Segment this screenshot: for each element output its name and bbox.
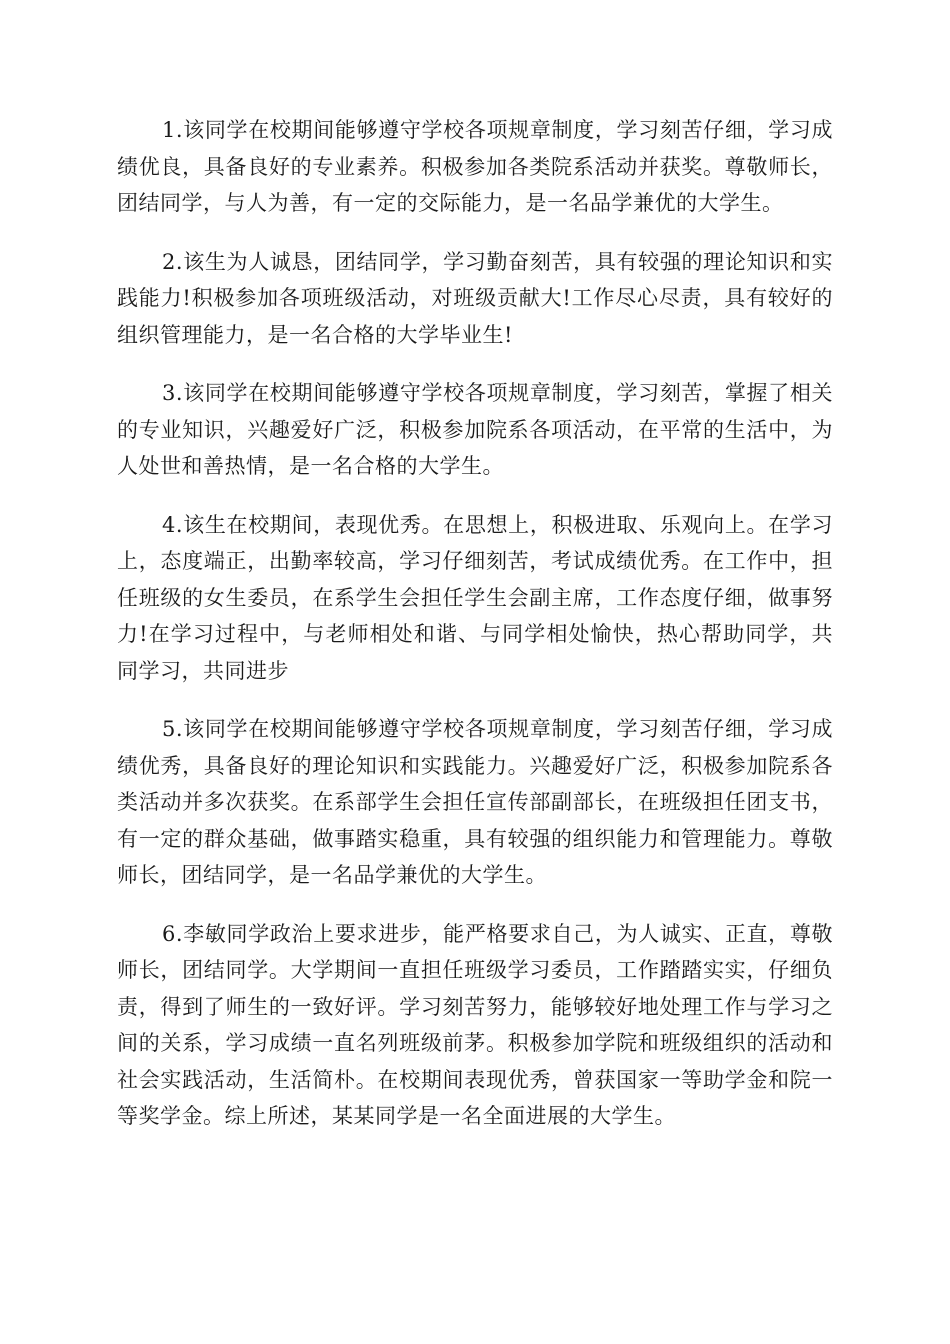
paragraph-5: 5.该同学在校期间能够遵守学校各项规章制度，学习刻苦仔细，学习成绩优秀，具备良好的理论知识和实践能力。兴趣爱好广泛，积极参加院系各类活动并多次获奖。在系部学生会担任宣传部副部长，在班级担任团支书，有一定的群众基础，做事踏实稳重，具有较强的组织能力和管理能力。尊敬师长，团结同学，是一名品学兼优的大学生。 bbox=[117, 717, 833, 887]
paragraph-4: 4.该生在校期间，表现优秀。在思想上，积极进取、乐观向上。在学习上，态度端正，出勤率较高，学习仔细刻苦，考试成绩优秀。在工作中，担任班级的女生委员，在系学生会担任学生会副主席，工作态度仔细，做事努力!在学习过程中，与老师相处和谐、与同学相处愉快，热心帮助同学，共同学习，共同进步 bbox=[117, 512, 833, 683]
paragraph-6: 6.李敏同学政治上要求进步，能严格要求自己，为人诚实、正直，尊敬师长，团结同学。大学期间一直担任班级学习委员，工作踏踏实实，仔细负责，得到了师生的一致好评。学习刻苦努力，能够较好地处理工作与学习之间的关系，学习成绩一直名列班级前茅。积极参加学院和班级组织的活动和社会实践活动，生活简朴。在校期间表现优秀，曾获国家一等助学金和院一等奖学金。综上所述，某某同学是一名全面进展的大学生。 bbox=[117, 921, 833, 1128]
paragraph-2: 2.该生为人诚恳，团结同学，学习勤奋刻苦，具有较强的理论知识和实践能力!积极参加各项班级活动，对班级贡献大!工作尽心尽责，具有较好的组织管理能力，是一名合格的大学毕业生! bbox=[117, 249, 833, 347]
paragraph-3: 3.该同学在校期间能够遵守学校各项规章制度，学习刻苦，掌握了相关的专业知识，兴趣爱好广泛，积极参加院系各项活动，在平常的生活中，为人处世和善热情，是一名合格的大学生。 bbox=[117, 381, 833, 478]
paragraph-1: 1.该同学在校期间能够遵守学校各项规章制度，学习刻苦仔细，学习成绩优良，具备良好的专业素养。积极参加各类院系活动并获奖。尊敬师长，团结同学，与人为善，有一定的交际能力，是一名品学兼优的大学生。 bbox=[117, 118, 833, 215]
document-body bbox=[117, 112, 833, 1157]
